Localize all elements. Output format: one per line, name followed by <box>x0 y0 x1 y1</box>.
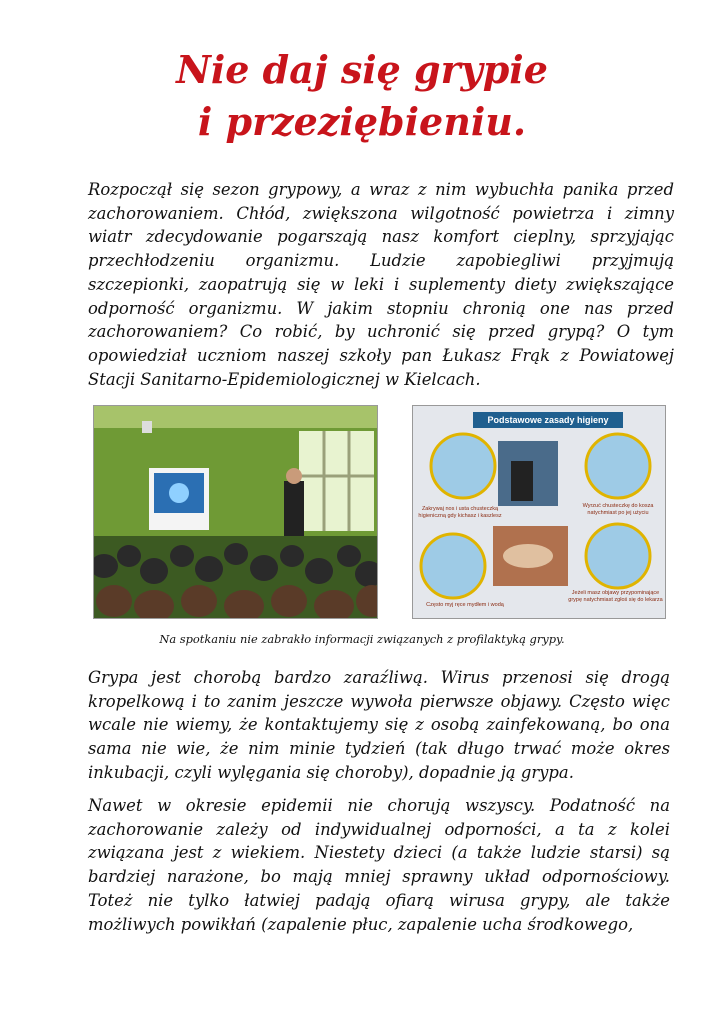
title-line-2: i przeziębieniu. <box>197 99 527 144</box>
slide-note-cover: Zakrywaj nos i usta chusteczką higieniczną gdy kichasz i kaszlesz <box>418 506 502 519</box>
lecture-photo <box>93 405 378 619</box>
article-title <box>0 44 724 148</box>
slide-note-doctor: Jeżeli masz objawy przypominające grypę natychmiast zgłoś się do lekarza <box>568 590 663 603</box>
lecture-photo-illustration <box>94 406 377 618</box>
photo-caption: Na spotkaniu nie zabrakło informacji związanych z profilaktyką grypy. <box>159 632 565 646</box>
title-line-1: Nie daj się grypie <box>176 47 548 92</box>
slide-note-dispose: Wyrzuć chusteczkę do kosza natychmiast po jej użyciu <box>582 503 654 516</box>
paragraph-immunity: Nawet w okresie epidemii nie chorują wszyscy. Podatność na zachorowanie zależy od indywidualnej odporności, a ta z kolei związana jest z wiekiem. Niestety dzieci (a także ludzie starsi) są bardziej narażone, bo mają mniej sprawny układ odpornościowy. Toteż nie tylko łatwiej padają ofiarą wirusa grypy, ale także możliwych powikłań (zapalenie płuc, zapalenie ucha środkowego, <box>88 796 670 934</box>
paragraph-virus: Grypa jest chorobą bardzo zaraźliwą. Wirus przenosi się drogą kropelkową i to zanim jeszcze wywoła pierwsze objawy. Często więc wcale nie wiemy, że kontaktujemy się z osobą zainfekowaną, bo ona sama nie wie, że nim minie tydzień (tak długo trwać może okres inkubacji, czyli wylęgania się choroby), dopadnie ją grypa. <box>88 668 670 782</box>
slide-title: Podstawowe zasady higieny <box>473 412 623 428</box>
hygiene-slide-photo <box>412 405 666 619</box>
slide-note-wash: Często myj ręce mydłem i wodą <box>426 602 504 608</box>
paragraph-intro: Rozpoczął się sezon grypowy, a wraz z nim wybuchła panika przed zachorowaniem. Chłód, zwiększona wilgotność powietrza i zimny wiatr zdecydowanie pogarszają nasz komfort cieplny, sprzyjając przechłodzeniu organizmu. Ludzie zapobiegliwi przyjmują szczepionki, zaopatrują się w leki i suplementy diety zwiększające odporność organizmu. W jakim stopniu chronią one nas przed zachorowaniem? Co robić, by uchronić się przed grypą? O tym opowiedział uczniom naszej szkoły pan Łukasz Frąk z Powiatowej Stacji Sanitarno-Epidemiologicznej w Kielcach. <box>88 180 674 389</box>
